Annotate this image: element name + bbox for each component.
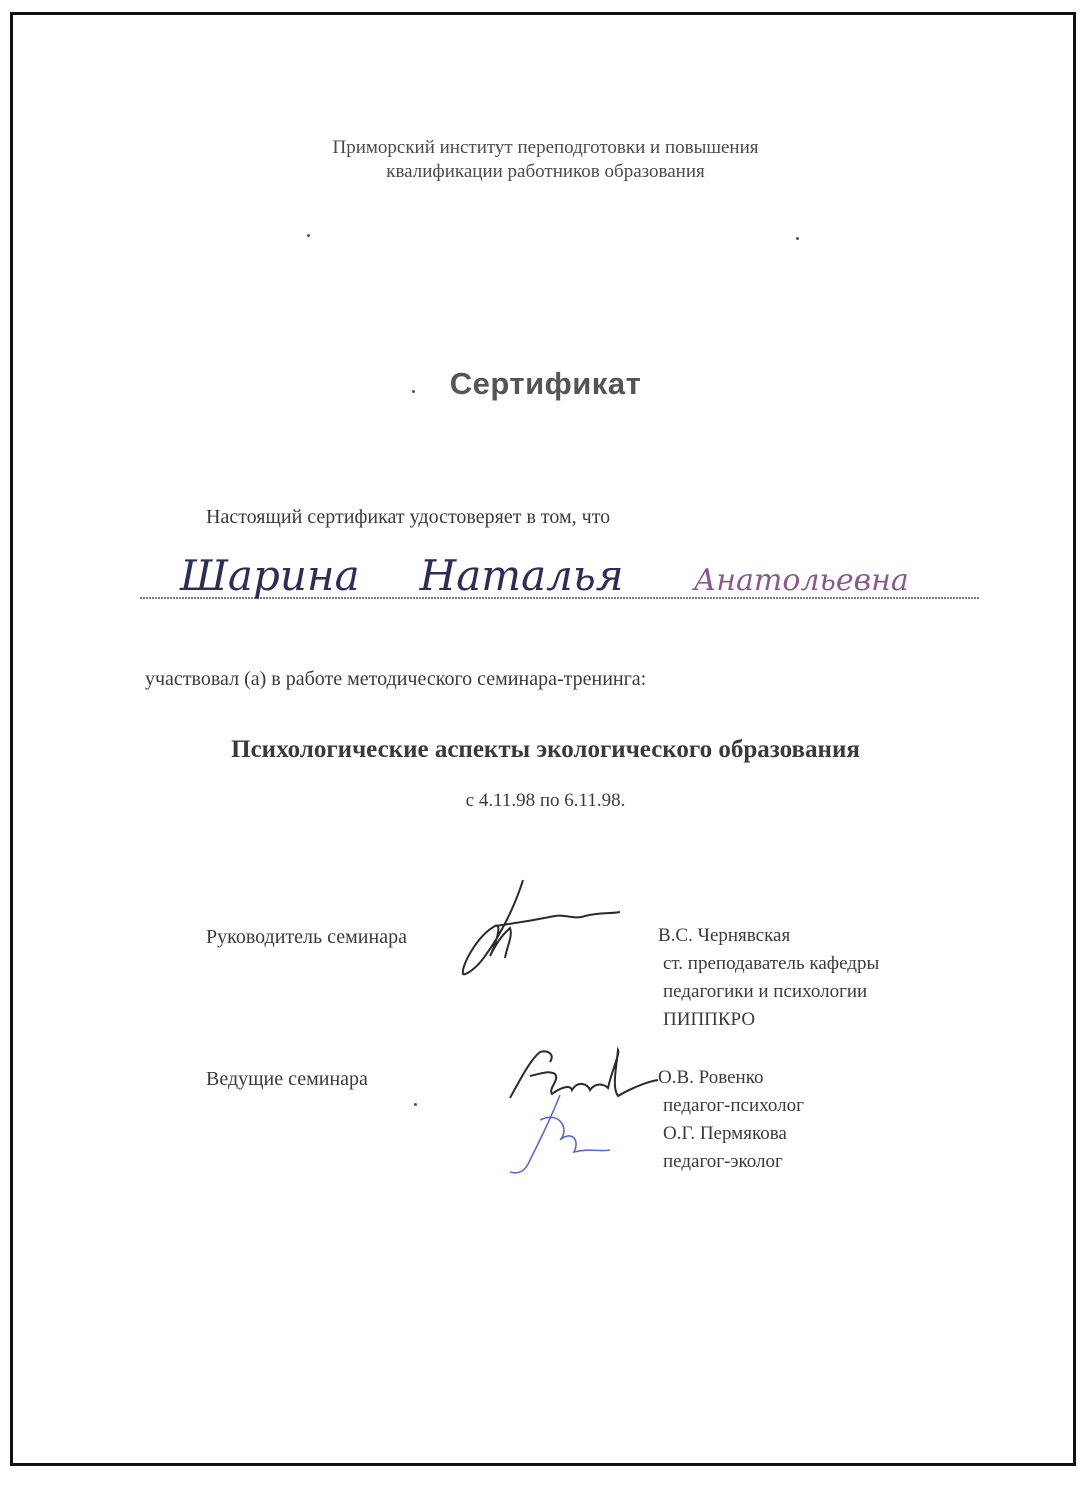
- hosts-role-label: Ведущие семинара: [206, 1068, 368, 1090]
- leader-signature: [455, 876, 625, 986]
- recipient-name-text: [179, 551, 909, 600]
- host-2-name: О.Г. Пермякова: [663, 1123, 787, 1144]
- leader-position-1: ст. преподаватель кафедры: [663, 953, 880, 974]
- host-1-name: О.В. Ровенко: [658, 1067, 764, 1088]
- course-title: Психологические аспекты экологического образования: [231, 736, 860, 763]
- hosts-block: [658, 1064, 804, 1176]
- leader-block: [658, 922, 879, 1034]
- intro-text: Настоящий сертификат удостоверяет в том, что: [206, 506, 611, 528]
- leader-role-label: Руководитель семинара: [206, 926, 407, 948]
- certificate-title: Сертификат: [449, 366, 642, 401]
- host-1-position: педагог-психолог: [663, 1095, 804, 1116]
- recipient-patronymic: Анатольевна: [693, 563, 909, 598]
- institute-line-2: квалификации работников образования: [386, 161, 705, 182]
- scan-speck: [307, 234, 310, 237]
- host-2-position: педагог-эколог: [663, 1151, 783, 1172]
- institute-line-1: Приморский институт переподготовки и повышения: [332, 137, 759, 158]
- hosts-signatures: [500, 1040, 660, 1180]
- leader-position-3: ПИППКРО: [663, 1009, 756, 1030]
- scan-speck: [796, 237, 799, 240]
- seminar-dates: с 4.11.98 по 6.11.98.: [465, 790, 626, 811]
- recipient-surname: Шарина: [180, 551, 360, 600]
- scan-speck: [414, 1103, 417, 1106]
- recipient-name-handwriting: [140, 540, 980, 610]
- recipient-first-name: Наталья: [419, 551, 624, 600]
- participation-text: участвовал (а) в работе методического семинара-тренинга:: [145, 668, 647, 690]
- leader-name: В.С. Чернявская: [658, 925, 791, 946]
- leader-position-2: педагогики и психологии: [663, 981, 868, 1002]
